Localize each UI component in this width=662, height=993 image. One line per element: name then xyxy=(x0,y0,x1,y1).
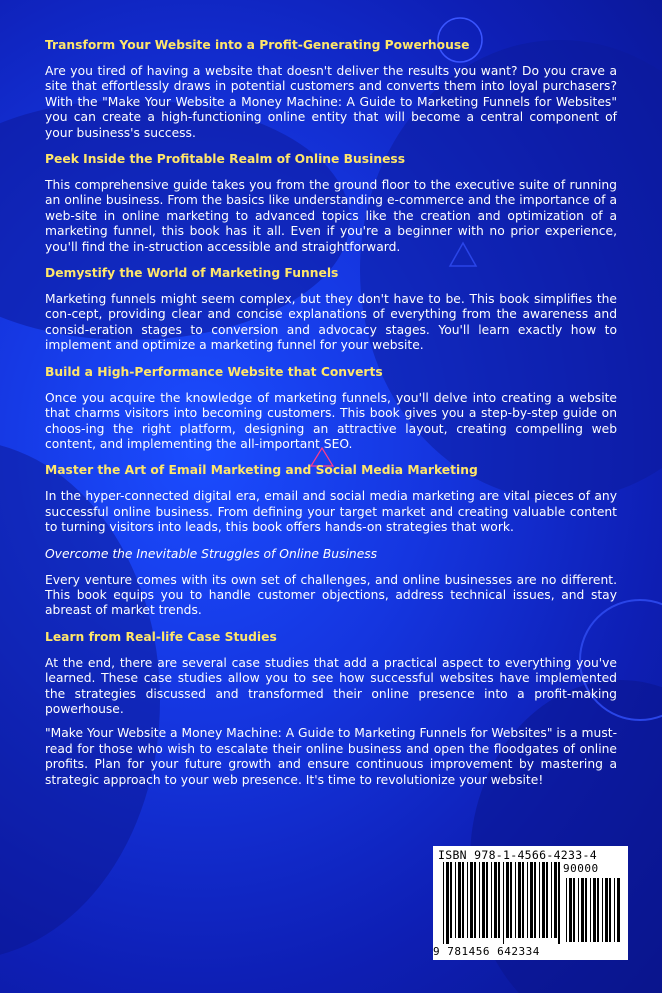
section-heading: Build a High-Performance Website that Converts xyxy=(45,364,383,379)
barcode-bar xyxy=(470,862,473,938)
section-heading: Transform Your Website into a Profit-Generating Powerhouse xyxy=(45,38,470,52)
barcode-bar xyxy=(446,862,449,944)
barcode-bar xyxy=(617,878,620,942)
barcode-bars xyxy=(443,862,561,944)
section-heading: Overcome the Inevitable Struggles of Online Business xyxy=(45,546,378,561)
barcode-bar xyxy=(551,862,552,938)
section-body: This comprehensive guide takes you from the ground floor to the executive suite of running an online business. From the basics like understanding e-commerce and the importance of a web-site in online marketing to advanced topics like the creation and optimization of a marketing funnel, this book has it all. Even if you're a beginner with no prior experience, you'll find the in-struction accessible and straightforward. xyxy=(45,178,617,254)
barcode-bar xyxy=(566,878,567,942)
barcode-bar xyxy=(506,862,509,938)
barcode-bar xyxy=(578,878,579,942)
blurb xyxy=(45,36,617,797)
barcode-bar xyxy=(522,862,524,938)
barcode-bar xyxy=(539,862,540,938)
barcode-bar xyxy=(479,862,480,938)
barcode-bar xyxy=(605,878,608,942)
section-body: Are you tired of having a website that doesn't deliver the results you want? Do you crave a site that effortlessly draws in potential customers and converts them into loyal purchasers? With the "Make Your Website a Money Machine: A Guide to Marketing Funnels for Websites" you can create a high-functioning online entity that will become a central component of your business's success. xyxy=(45,64,617,140)
barcode-bar xyxy=(569,878,572,942)
barcode-bar xyxy=(494,862,497,938)
barcode-bar xyxy=(474,862,476,938)
price-addon: 90000 xyxy=(563,862,599,875)
barcode-bar xyxy=(458,862,461,938)
barcode-bar xyxy=(498,862,500,938)
isbn-barcode xyxy=(433,846,628,960)
barcode-bar xyxy=(558,862,560,944)
isbn-label: ISBN 978-1-4566-4233-4 xyxy=(438,848,597,862)
barcode-bar xyxy=(614,878,615,942)
barcode-bar xyxy=(573,878,575,942)
barcode-bar xyxy=(462,862,464,938)
section-body: In the hyper-connected digital era, email and social media marketing are vital pieces of any successful online business. From defining your target market and creating valuable content to turning visitors into leads, this book offers hands-on strategies that work. xyxy=(45,489,617,535)
section-heading: Master the Art of Email Marketing and Social Media Marketing xyxy=(45,463,478,478)
section-heading: Peek Inside the Profitable Realm of Online Business xyxy=(45,152,406,167)
barcode-bar xyxy=(546,862,548,938)
section-body: Once you acquire the knowledge of marketing funnels, you'll delve into creating a website that charms visitors into becoming customers. This book gives you a step-by-step guide on choos-ing the right platform, designing an attractive layout, creating compelling web content, and implementing the all-important SEO. xyxy=(45,390,617,451)
barcode-bar xyxy=(585,878,587,942)
section-heading: Demystify the World of Marketing Funnels xyxy=(45,266,339,281)
ean-number: 9 781456 642334 xyxy=(433,945,540,958)
addon-barcode-bars xyxy=(566,878,621,944)
barcode-bar xyxy=(527,862,528,938)
barcode-bar xyxy=(510,862,512,938)
barcode-bar xyxy=(554,862,557,938)
barcode-bar xyxy=(609,878,611,942)
barcode-bar xyxy=(597,878,599,942)
barcode-bar xyxy=(515,862,516,938)
barcode-bar xyxy=(491,862,492,938)
section-body: At the end, there are several case studies that add a practical aspect to everything you've learned. These case studies allow you to see how successful websites have implemented the strategies discussed and transformed their online presence into a profit-making powerhouse. xyxy=(45,655,617,716)
barcode-bar xyxy=(602,878,603,942)
barcode-bar xyxy=(590,878,591,942)
barcode-bar xyxy=(593,878,596,942)
barcode-bar xyxy=(467,862,468,938)
section-body: Marketing funnels might seem complex, but they don't have to be. This book simplifies the con-cept, providing clear and concise explanations of everything from the awareness and consid-eration stages to conversion and advocacy stages. You'll learn exactly how to implement and optimize a marketing funnel for your website. xyxy=(45,292,617,353)
section-body: Every venture comes with its own set of challenges, and online businesses are no different. This book equips you to handle customer objections, address technical issues, and stay abreast of market trends. xyxy=(45,572,617,618)
barcode-bar xyxy=(534,862,536,938)
barcode-bar xyxy=(518,862,521,938)
barcode-bar xyxy=(482,862,485,938)
barcode-bar xyxy=(443,862,444,944)
barcode-bar xyxy=(542,862,545,938)
barcode-bar xyxy=(455,862,456,938)
closing-paragraph: "Make Your Website a Money Machine: A Guide to Marketing Funnels for Websites" is a must-read for those who wish to escalate their online business and open the floodgates of online profits. Plan for your future growth and ensure continuous improvement by mastering a strategic approach to your web presence. It's time to revolutionize your website! xyxy=(45,726,617,787)
barcode-bar xyxy=(581,878,584,942)
barcode-bar xyxy=(503,862,504,944)
barcode-bar xyxy=(486,862,488,938)
barcode-bar xyxy=(530,862,533,938)
section-heading: Learn from Real-life Case Studies xyxy=(45,629,277,644)
barcode-bar xyxy=(450,862,452,938)
